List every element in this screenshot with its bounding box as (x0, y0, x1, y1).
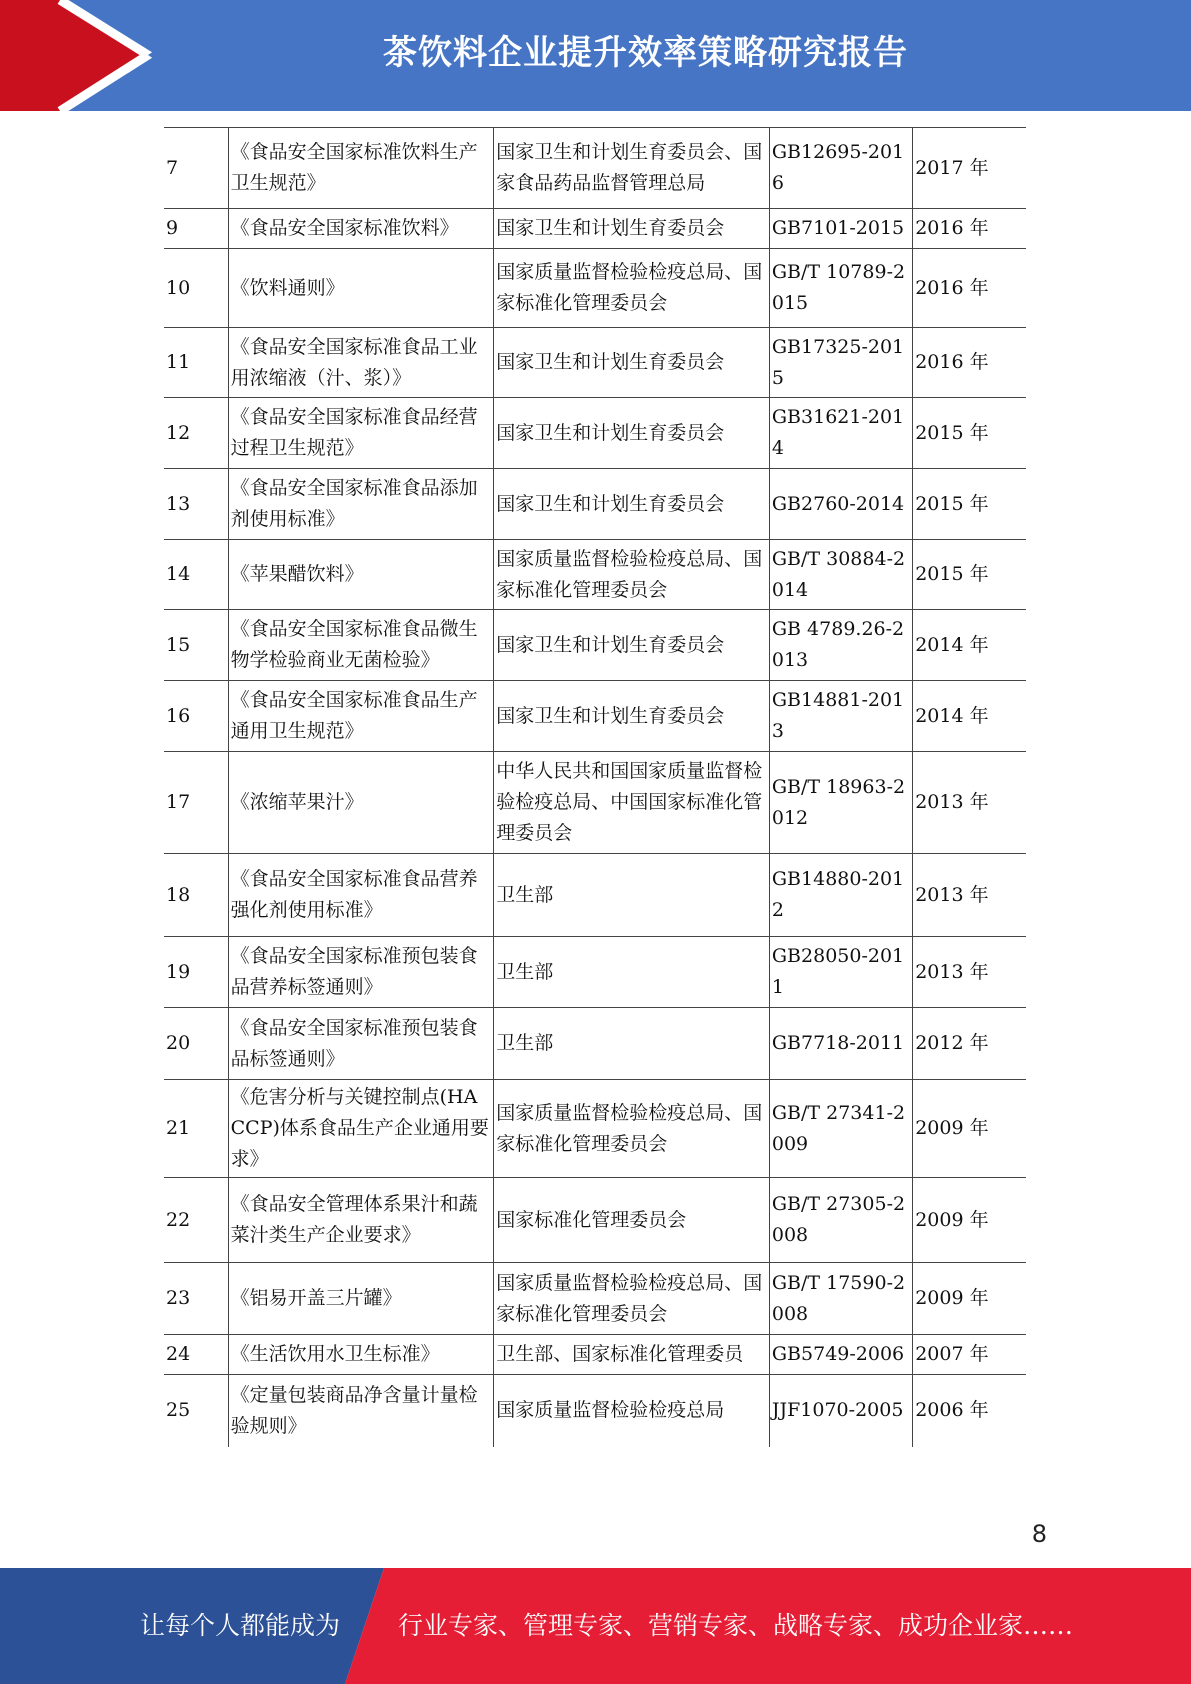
implementation-year: 2009 年 (913, 1080, 1026, 1178)
standard-code: GB5749-2006 (769, 1335, 912, 1375)
standard-code: GB7718-2011 (769, 1008, 912, 1080)
standard-code: GB/T 30884-2014 (769, 540, 912, 610)
implementation-year: 2015 年 (913, 398, 1026, 469)
row-number: 9 (164, 209, 228, 249)
row-number: 18 (164, 854, 228, 937)
row-number: 19 (164, 937, 228, 1008)
implementation-year: 2012 年 (913, 1008, 1026, 1080)
footer-slogan-right: 行业专家、管理专家、营销专家、战略专家、成功企业家…… (398, 1611, 1074, 1640)
row-number: 25 (164, 1375, 228, 1447)
row-number: 20 (164, 1008, 228, 1080)
standard-name: 《饮料通则》 (228, 249, 494, 328)
standard-code: GB/T 10789-2015 (769, 249, 912, 328)
standard-name: 《食品安全国家标准食品生产通用卫生规范》 (228, 681, 494, 752)
row-number: 22 (164, 1178, 228, 1263)
standard-name: 《食品安全国家标准饮料生产卫生规范》 (228, 128, 494, 209)
standard-name: 《食品安全国家标准食品微生物学检验商业无菌检验》 (228, 610, 494, 681)
issuing-organization: 卫生部 (494, 1008, 770, 1080)
page-number: 8 (1031, 1520, 1047, 1548)
table-row (164, 1178, 1026, 1263)
issuing-organization: 国家质量监督检验检疫总局、国家标准化管理委员会 (494, 1080, 770, 1178)
standard-name: 《食品安全国家标准预包装食品标签通则》 (228, 1008, 494, 1080)
standard-code: GB17325-2015 (769, 328, 912, 398)
issuing-organization: 国家质量监督检验检疫总局、国家标准化管理委员会 (494, 249, 770, 328)
standards-table (164, 127, 1026, 1447)
row-number: 21 (164, 1080, 228, 1178)
standard-name: 《铝易开盖三片罐》 (228, 1263, 494, 1335)
implementation-year: 2015 年 (913, 540, 1026, 610)
standard-code: GB31621-2014 (769, 398, 912, 469)
table-row (164, 469, 1026, 540)
standard-code: GB/T 27341-2009 (769, 1080, 912, 1178)
row-number: 11 (164, 328, 228, 398)
standard-code: GB/T 17590-2008 (769, 1263, 912, 1335)
standard-name: 《危害分析与关键控制点(HACCP)体系食品生产企业通用要求》 (228, 1080, 494, 1178)
standard-code: JJF1070-2005 (769, 1375, 912, 1447)
row-number: 16 (164, 681, 228, 752)
implementation-year: 2016 年 (913, 249, 1026, 328)
row-number: 13 (164, 469, 228, 540)
implementation-year: 2014 年 (913, 610, 1026, 681)
standard-name: 《食品安全国家标准食品经营过程卫生规范》 (228, 398, 494, 469)
table-row (164, 1080, 1026, 1178)
row-number: 7 (164, 128, 228, 209)
issuing-organization: 卫生部 (494, 937, 770, 1008)
table-row (164, 937, 1026, 1008)
table-row (164, 128, 1026, 209)
implementation-year: 2013 年 (913, 752, 1026, 854)
standard-name: 《定量包装商品净含量计量检验规则》 (228, 1375, 494, 1447)
implementation-year: 2016 年 (913, 209, 1026, 249)
standard-code: GB7101-2015 (769, 209, 912, 249)
issuing-organization: 国家卫生和计划生育委员会 (494, 398, 770, 469)
issuing-organization: 国家卫生和计划生育委员会 (494, 209, 770, 249)
standard-name: 《浓缩苹果汁》 (228, 752, 494, 854)
issuing-organization: 国家质量监督检验检疫总局 (494, 1375, 770, 1447)
issuing-organization: 国家卫生和计划生育委员会、国家食品药品监督管理总局 (494, 128, 770, 209)
issuing-organization: 国家标准化管理委员会 (494, 1178, 770, 1263)
standard-name: 《食品安全管理体系果汁和蔬菜汁类生产企业要求》 (228, 1178, 494, 1263)
standard-code: GB/T 27305-2008 (769, 1178, 912, 1263)
page-header (0, 0, 1191, 111)
standard-name: 《食品安全国家标准食品添加剂使用标准》 (228, 469, 494, 540)
issuing-organization: 国家卫生和计划生育委员会 (494, 328, 770, 398)
header-chevron-decoration (0, 0, 160, 111)
standard-name: 《食品安全国家标准食品工业用浓缩液（汁、浆）》 (228, 328, 494, 398)
row-number: 15 (164, 610, 228, 681)
issuing-organization: 国家质量监督检验检疫总局、国家标准化管理委员会 (494, 1263, 770, 1335)
table-row (164, 681, 1026, 752)
row-number: 23 (164, 1263, 228, 1335)
implementation-year: 2006 年 (913, 1375, 1026, 1447)
row-number: 10 (164, 249, 228, 328)
row-number: 17 (164, 752, 228, 854)
issuing-organization: 国家卫生和计划生育委员会 (494, 610, 770, 681)
implementation-year: 2015 年 (913, 469, 1026, 540)
report-title: 茶饮料企业提升效率策略研究报告 (383, 33, 908, 73)
issuing-organization: 卫生部 (494, 854, 770, 937)
table-row (164, 328, 1026, 398)
implementation-year: 2009 年 (913, 1178, 1026, 1263)
standard-code: GB/T 18963-2012 (769, 752, 912, 854)
implementation-year: 2007 年 (913, 1335, 1026, 1375)
issuing-organization: 卫生部、国家标准化管理委员 (494, 1335, 770, 1375)
standard-code: GB2760-2014 (769, 469, 912, 540)
standard-name: 《生活饮用水卫生标准》 (228, 1335, 494, 1375)
row-number: 12 (164, 398, 228, 469)
table-row (164, 854, 1026, 937)
implementation-year: 2017 年 (913, 128, 1026, 209)
table-row (164, 1335, 1026, 1375)
table-row (164, 209, 1026, 249)
row-number: 24 (164, 1335, 228, 1375)
table-row (164, 1008, 1026, 1080)
standard-code: GB12695-2016 (769, 128, 912, 209)
standard-name: 《食品安全国家标准饮料》 (228, 209, 494, 249)
implementation-year: 2013 年 (913, 854, 1026, 937)
issuing-organization: 国家质量监督检验检疫总局、国家标准化管理委员会 (494, 540, 770, 610)
standard-name: 《苹果醋饮料》 (228, 540, 494, 610)
table-row (164, 1375, 1026, 1447)
page-footer (0, 1568, 1191, 1684)
standard-name: 《食品安全国家标准食品营养强化剂使用标准》 (228, 854, 494, 937)
table-row (164, 752, 1026, 854)
implementation-year: 2009 年 (913, 1263, 1026, 1335)
standard-code: GB28050-2011 (769, 937, 912, 1008)
issuing-organization: 国家卫生和计划生育委员会 (494, 469, 770, 540)
issuing-organization: 国家卫生和计划生育委员会 (494, 681, 770, 752)
row-number: 14 (164, 540, 228, 610)
table-row (164, 540, 1026, 610)
standard-name: 《食品安全国家标准预包装食品营养标签通则》 (228, 937, 494, 1008)
table-row (164, 249, 1026, 328)
standard-code: GB14880-2012 (769, 854, 912, 937)
standard-code: GB14881-2013 (769, 681, 912, 752)
table-row (164, 610, 1026, 681)
issuing-organization: 中华人民共和国国家质量监督检验检疫总局、中国国家标准化管理委员会 (494, 752, 770, 854)
footer-slogan-left: 让每个人都能成为 (140, 1611, 341, 1640)
implementation-year: 2014 年 (913, 681, 1026, 752)
table-row (164, 398, 1026, 469)
implementation-year: 2013 年 (913, 937, 1026, 1008)
implementation-year: 2016 年 (913, 328, 1026, 398)
standard-code: GB 4789.26-2013 (769, 610, 912, 681)
table-row (164, 1263, 1026, 1335)
